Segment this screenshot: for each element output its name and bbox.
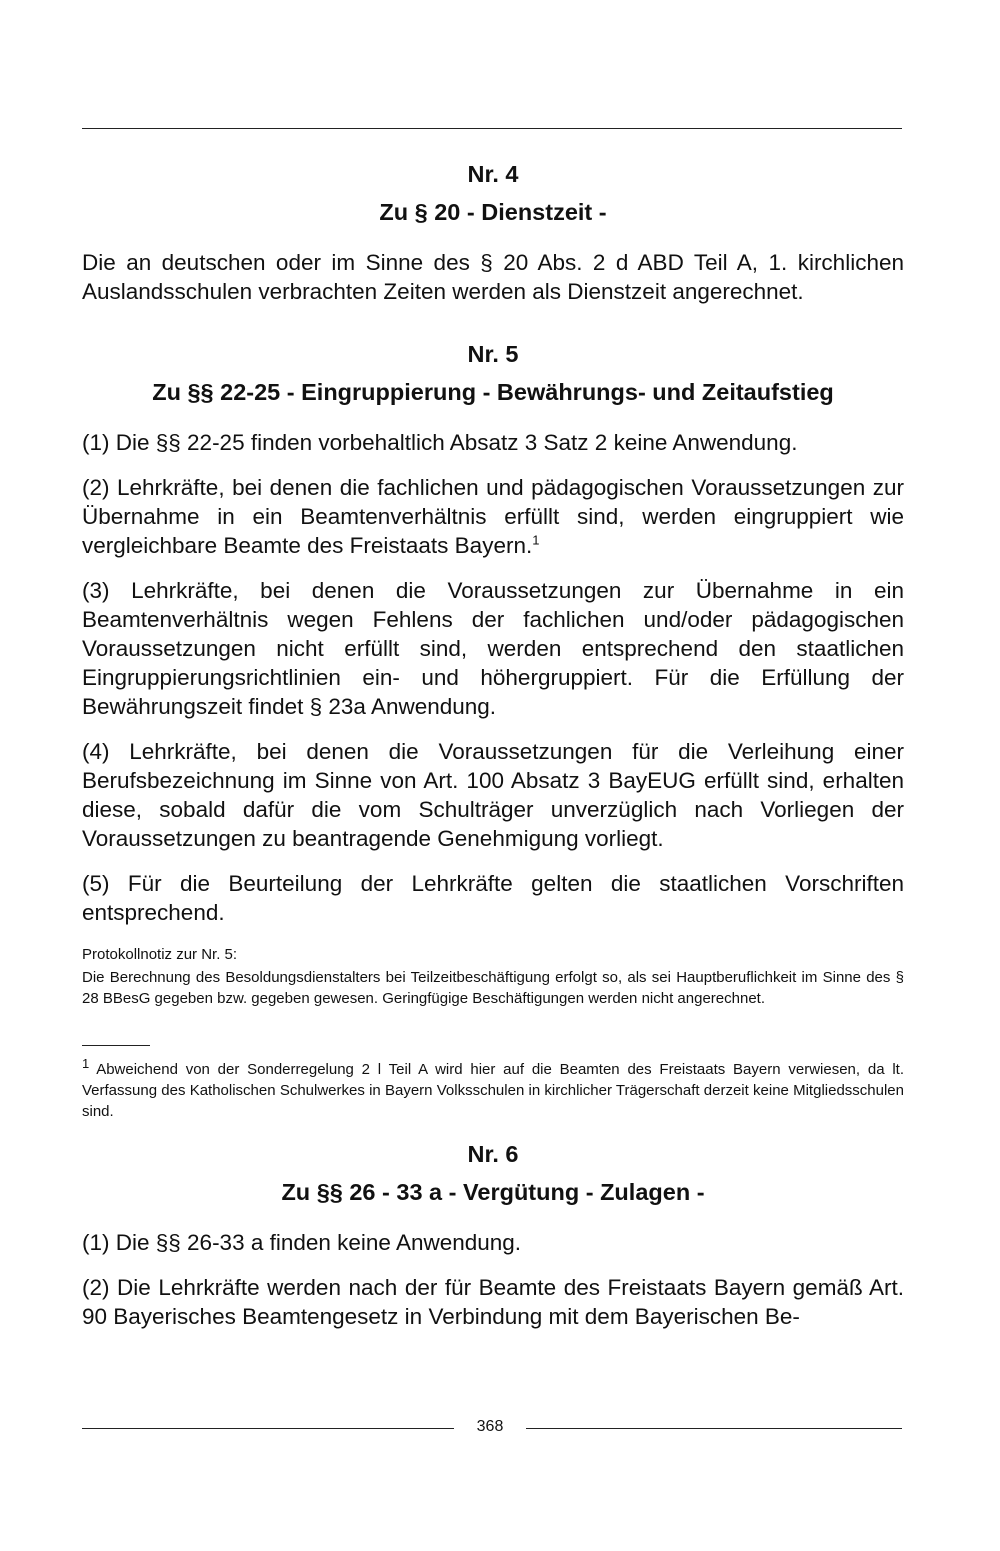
footnote-reference: 1 xyxy=(532,532,540,548)
page-content xyxy=(82,158,904,1347)
nr4-number: Nr. 4 xyxy=(467,161,519,187)
protocol-note-heading: Protokollnotiz zur Nr. 5: xyxy=(82,946,238,963)
nr5-paragraph-5: (5) Für die Beurteilung der Lehrkräfte gelten die staatlichen Vorschriften entsprechend. xyxy=(82,871,904,925)
protocol-note-text: Die Berechnung des Besoldungsdienstalters bei Teilzeitbeschäftigung erfolgt so, als sei Hauptberuflichkeit im Sinne des § 28 BBesG gegeben bzw. gegeben gewesen. Geringfügige Beschäftigungen werden nicht angerechnet. xyxy=(82,969,904,1007)
nr6-paragraph-1: (1) Die §§ 26-33 a finden keine Anwendung. xyxy=(82,1230,522,1255)
nr5-paragraph-4: (4) Lehrkräfte, bei denen die Voraussetzungen für die Verleihung einer Berufsbezeichnung im Sinne von Art. 100 Absatz 3 BayEUG erfüllt sind, erhalten diese, sobald dafür die vom Schulträger unverzüglich nach Vorliegen der Voraussetzungen zu beantragende Genehmigung vorliegt. xyxy=(82,739,904,851)
spacer xyxy=(82,322,904,338)
top-rule xyxy=(82,128,902,129)
nr5-paragraph-3: (3) Lehrkräfte, bei denen die Voraussetzungen zur Übernahme in ein Beamtenverhältnis wegen Fehlens der fachlichen und/oder pädagogischen Voraussetzungen nicht erfüllt sind, werden entsprechend den staatlichen Eingruppierungsrichtlinien ein- und höhergruppiert. Für die Erfüllung der Bewährungszeit findet § 23a Anwendung. xyxy=(82,578,904,719)
nr4-text: Die an deutschen oder im Sinne des § 20 Abs. 2 d ABD Teil A, 1. kirchlichen Auslandsschulen verbrachten Zeiten werden als Dienstzeit angerechnet. xyxy=(82,250,904,304)
nr4-title: Zu § 20 - Dienstzeit - xyxy=(379,199,607,225)
footnote-separator xyxy=(82,1045,150,1046)
page-footer-rule-right xyxy=(526,1428,902,1429)
nr6-paragraph-2: (2) Die Lehrkräfte werden nach der für Beamte des Freistaats Bayern gemäß Art. 90 Bayerisches Beamtengesetz in Verbindung mit dem Bayerischen Be- xyxy=(82,1275,904,1329)
page-number: 368 xyxy=(476,1418,504,1435)
nr6-number: Nr. 6 xyxy=(467,1141,519,1167)
footnote xyxy=(82,1056,904,1122)
nr5-paragraph-1: (1) Die §§ 22-25 finden vorbehaltlich Absatz 3 Satz 2 keine Anwendung. xyxy=(82,430,798,455)
nr6-title: Zu §§ 26 - 33 a - Vergütung - Zulagen - xyxy=(281,1179,705,1205)
page-footer-rule-left xyxy=(82,1428,454,1429)
nr5-number: Nr. 5 xyxy=(467,341,519,367)
nr5-title: Zu §§ 22-25 - Eingruppierung - Bewährungs- und Zeitaufstieg xyxy=(152,379,834,405)
nr5-paragraph-2 xyxy=(82,473,904,560)
footnote-marker: 1 xyxy=(82,1056,90,1071)
nr5-paragraph-2-text: (2) Lehrkräfte, bei denen die fachlichen und pädagogischen Voraussetzungen zur Übernahme in ein Beamtenverhältnis erfüllt sind, werden eingruppiert wie vergleichbare Beamte des Freistaats Bayern. xyxy=(82,475,904,558)
footnote-text: Abweichend von der Sonderregelung 2 l Teil A wird hier auf die Beamten des Freistaats Bayern verwiesen, da lt. Verfassung des Katholischen Schulwerkes in Bayern Volksschulen in kirchlicher Trägerschaft derzeit keine Mitgliedsschulen sind. xyxy=(82,1061,904,1120)
spacer xyxy=(82,1122,904,1138)
